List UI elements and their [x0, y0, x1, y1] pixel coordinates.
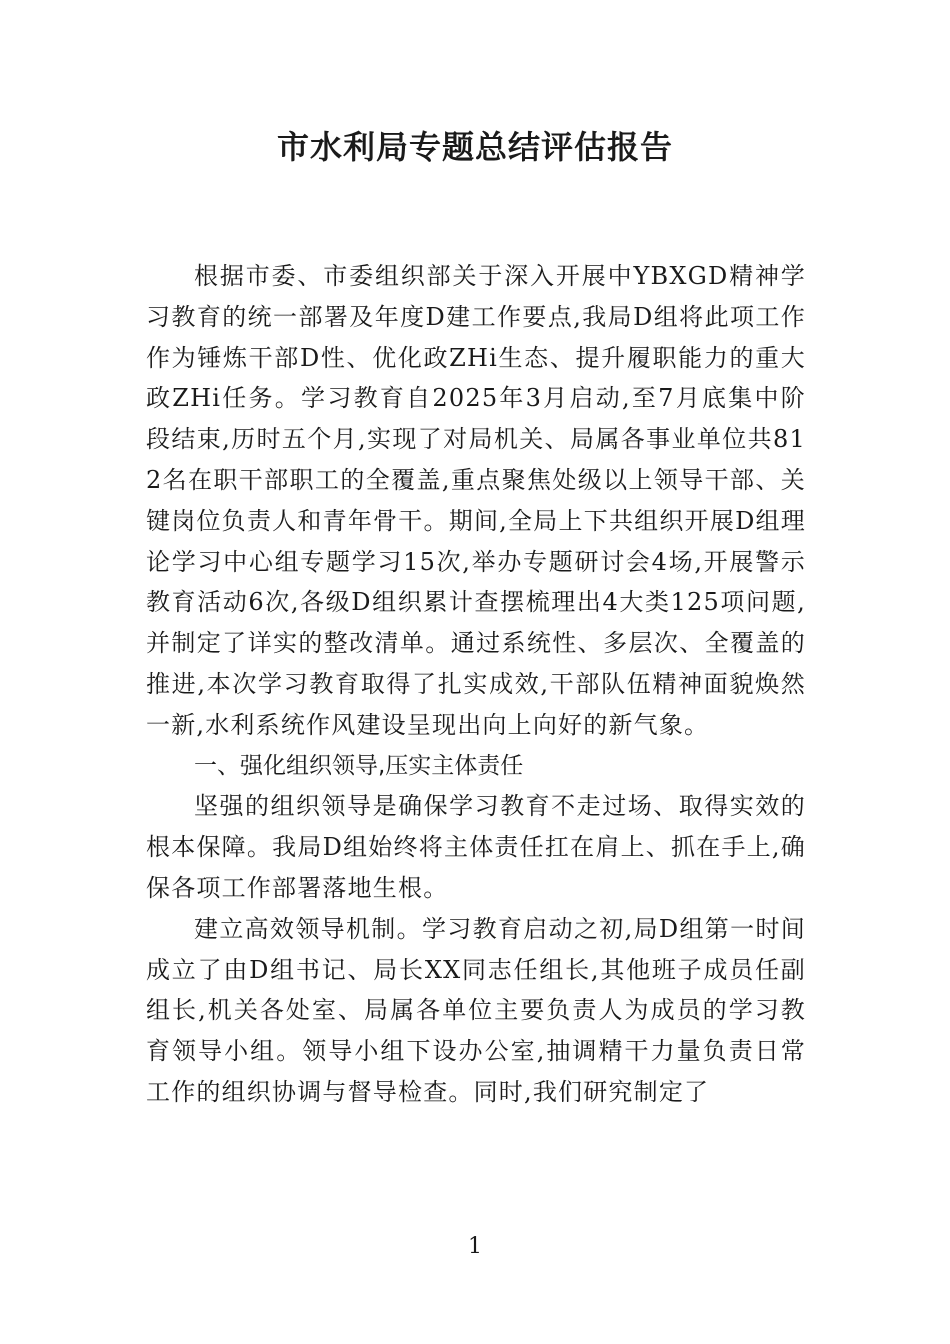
section-paragraph-1: 坚强的组织领导是确保学习教育不走过场、取得实效的根本保障。我局D组始终将主体责任扛在肩上、抓在手上,确保各项工作部署落地生根。	[146, 792, 806, 902]
section-paragraph-2: 建立高效领导机制。学习教育启动之初,局D组第一时间成立了由D组书记、局长XX同志任组长,其他班子成员任副组长,机关各处室、局属各单位主要负责人为成员的学习教育领导小组。领导小组下设办公室,抽调精干力量负责日常工作的组织协调与督导检查。同时,我们研究制定了	[146, 914, 806, 1106]
section-heading: 一、强化组织领导,压实主体责任	[194, 752, 524, 779]
document-title: 市水利局专题总结评估报告	[276, 128, 673, 166]
page-number: 1	[468, 1234, 482, 1259]
intro-paragraph: 根据市委、市委组织部关于深入开展中YBXGD精神学习教育的统一部署及年度D建工作要点,我局D组将此项工作作为锤炼干部D性、优化政ZHi生态、提升履职能力的重大政ZHi任务。学习教育自2025年3月启动,至7月底集中阶段结束,历时五个月,实现了对局机关、局属各事业单位共812名在职干部职工的全覆盖,重点聚焦处级以上领导干部、关键岗位负责人和青年骨干。期间,全局上下共组织开展D组理论学习中心组专题学习15次,举办专题研讨会4场,开展警示教育活动6次,各级D组织累计查摆梳理出4大类125项问题,并制定了详实的整改清单。通过系统性、多层次、全覆盖的推进,本次学习教育取得了扎实成效,干部队伍精神面貌焕然一新,水利系统作风建设呈现出向上向好的新气象。	[146, 262, 806, 739]
document-body	[146, 256, 806, 1113]
